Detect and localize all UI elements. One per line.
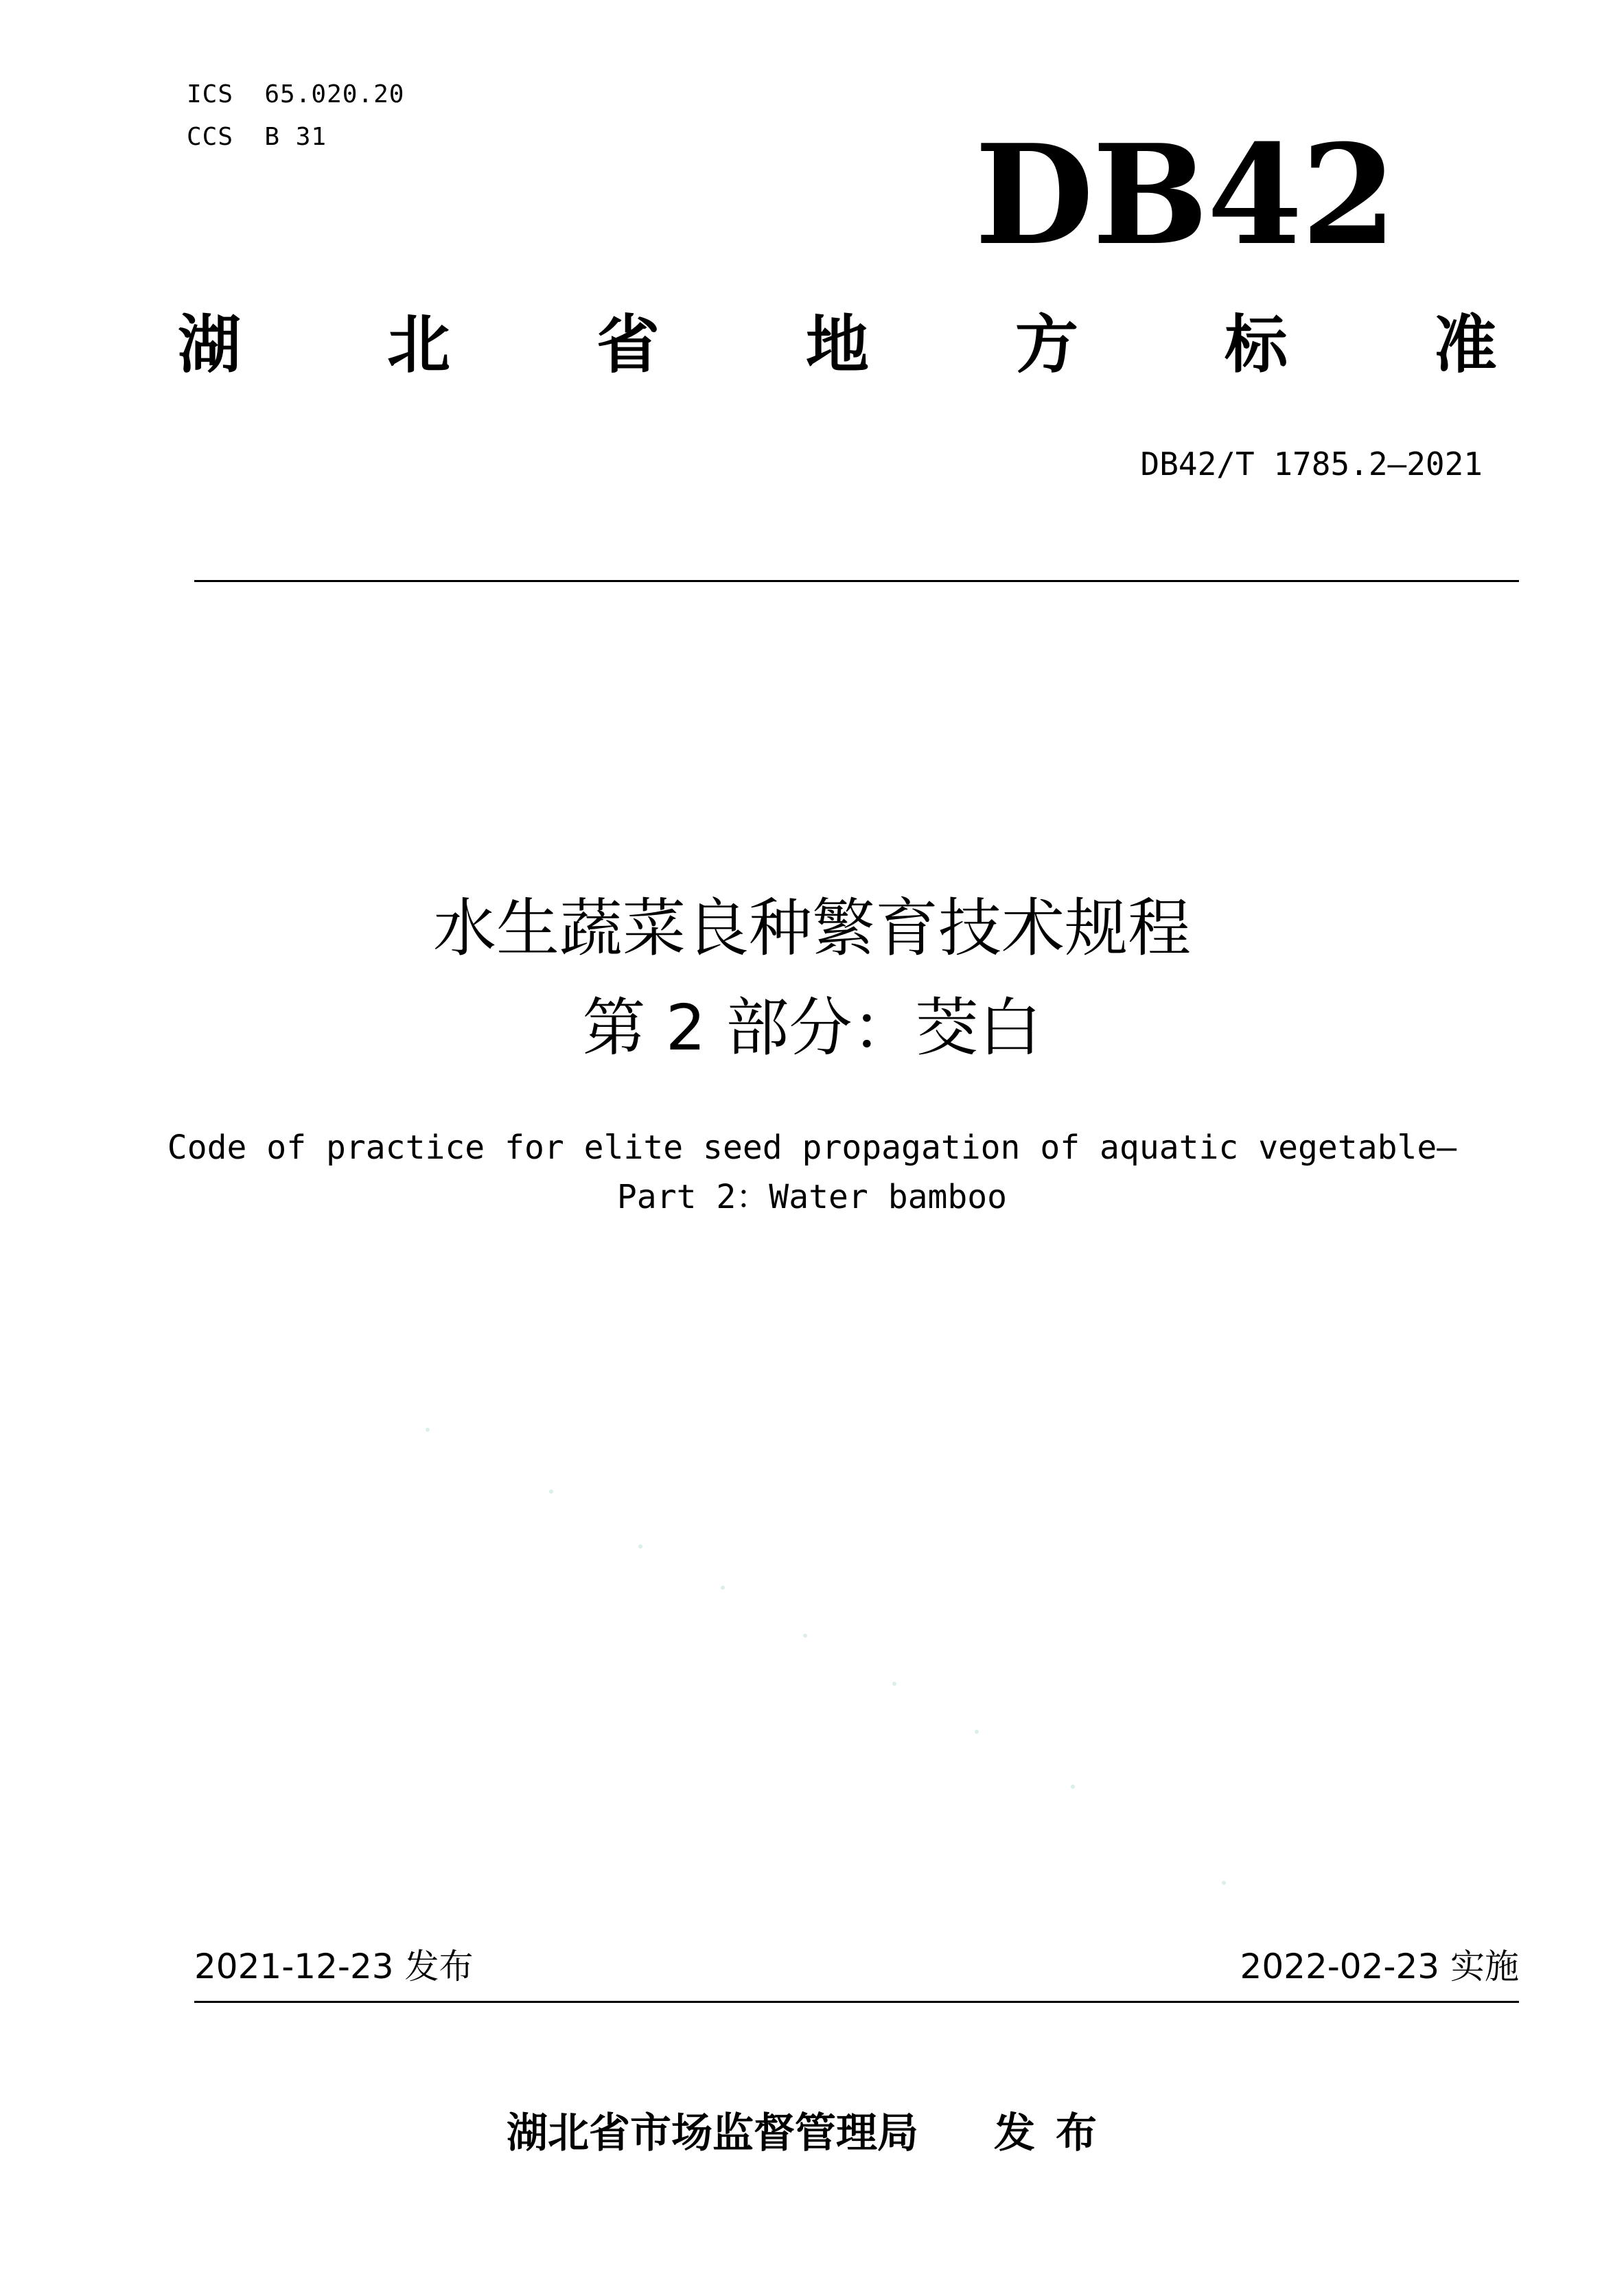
scan-speck (638, 1544, 642, 1549)
top-divider (194, 580, 1519, 582)
english-title-line-1: Code of practice for elite seed propagation of aquatic vegetable— (167, 1128, 1457, 1167)
standard-type-char: 北 (386, 308, 450, 382)
standard-type-char: 准 (1433, 308, 1497, 382)
issue-date: 2021-12-23 发布 (194, 1947, 474, 1986)
issuer-name: 湖北省市场监督管理局 (507, 2109, 918, 2157)
standard-code-logo: DB42 (975, 115, 1395, 276)
implementation-date: 2022-02-23 实施 (1240, 1947, 1519, 1986)
chinese-title-line-1: 水生蔬菜良种繁育技术规程 (432, 892, 1191, 965)
standard-type-char: 湖 (177, 308, 241, 382)
scan-speck (1071, 1785, 1075, 1789)
english-title-line-2: Part 2：Water bamboo (616, 1178, 1008, 1216)
scan-speck (975, 1730, 979, 1734)
standard-type-char: 地 (805, 308, 869, 382)
chinese-title-line-2: 第 2 部分：茭白 (582, 991, 1042, 1065)
bottom-divider (194, 2001, 1519, 2003)
standard-type-char: 方 (1014, 308, 1078, 382)
scan-speck (549, 1489, 553, 1494)
scan-speck (426, 1428, 430, 1432)
ics-code: ICS 65.020.20 (187, 80, 405, 108)
scan-speck (892, 1682, 896, 1686)
standard-type-char: 省 (596, 308, 660, 382)
standard-type-char: 标 (1224, 308, 1288, 382)
standard-type-heading (172, 308, 1503, 383)
ccs-code: CCS B 31 (187, 123, 327, 151)
standard-number: DB42/T 1785.2—2021 (1140, 445, 1483, 483)
issuer-action: 发布 (994, 2109, 1117, 2157)
scan-speck (1222, 1881, 1226, 1885)
scan-speck (803, 1634, 807, 1638)
scan-speck (721, 1586, 725, 1590)
issuing-authority (0, 2107, 1624, 2159)
